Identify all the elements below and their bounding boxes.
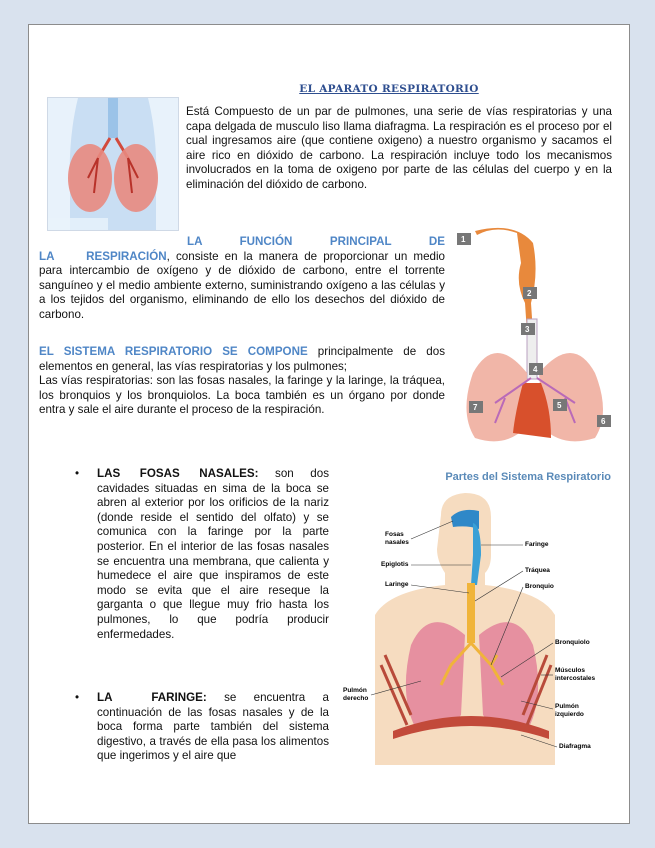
bullet-text: se encuentra a continuación de las fosas nasales y de la boca forma parte también del sistema digestivo, a través de ella pasa los alimentos que ingerimos y el aire que [97,691,329,763]
diagram1-num-6: 6 [601,417,606,426]
diagram1-num-4: 4 [533,365,538,374]
diagram1-num-1: 1 [461,235,466,244]
lungs-xray-image [47,97,179,231]
diagram2-title: Partes del Sistema Respiratorio [445,471,611,483]
bullet-term: LA FARINGE: [97,691,207,704]
label-bronquiolo: Bronquiolo [555,639,590,646]
compone-text2: Las vías respiratorias: son las fosas nasales, la faringe y la laringe, la tráquea, los bronquios y los bronquiolos. La boca también es un órgano por donde entra y sale el aire durante el proceso de la respiración. [39,374,445,417]
bullet-text: son dos cavidades situadas en sima de la boca se abren al exterior por los orificios de la nariz (donde reside el sentido del olfato) y se comunica con la faringe por la parte posterior. En el interior de las fosas nasales se encuentra una membrana, que calienta y humedece el aire que inspiramos de este modo se evita que el aire reseque la garganta o que llegue muy frio hasta los pulmones, lo que podría producir enfermedades. [97,467,329,641]
label-pulmon-izquierdo: Pulmón izquierdo [555,703,584,718]
respiratory-parts-diagram [341,465,613,769]
label-bronquio: Bronquio [525,583,554,590]
label-musculos-intercostales: Músculos intercostales [555,667,596,682]
label-faringe: Faringe [525,541,549,548]
compone-paragraph [39,345,445,418]
function-text: , consiste en la manera de proporcionar un medio para intercambio de oxígeno y de dióxido de carbono, entre el torrente sanguíneo y el medio ambiente externo, suministrando oxígeno a las células y a los tejidos del organismo, eliminando de ello los desechos del dióxido de carbono. [39,249,445,321]
function-heading: LA FUNCIÓN PRINCIPAL DE LA RESPIRACIÓN [39,235,445,263]
intro-paragraph: Está Compuesto de un par de pulmones, una serie de vías respiratorias y una capa delgada de musculo liso llama diafragma. La respiración es el proceso por el cual ingresamos aire (que contiene oxigeno) a nuestro organismo y sacamos el aire rico en dióxido de carbono. La respiración incluye todo los mecanismos involucrados en la toma de oxigeno por parte de las células del cuerpo y en la eliminación del dióxido de carbono. [186,105,612,191]
label-fosas-nasales: Fosas nasales [385,531,409,546]
diagram1-num-3: 3 [525,325,530,334]
bullet-faringe [75,691,329,764]
diagram1-num-2: 2 [527,289,532,298]
respiratory-diagram-numbered [455,223,615,451]
label-traquea: Tráquea [525,567,550,574]
document-page [28,24,630,824]
label-laringe: Laringe [385,581,409,588]
compone-text: principalmente de dos elementos en general, las vías respiratorias y los pulmones; [39,345,445,373]
bullet-term: LAS FOSAS NASALES: [97,467,259,480]
bullet-fosas-nasales [75,467,329,642]
document-title: EL APARATO RESPIRATORIO [299,83,479,95]
function-paragraph [39,235,445,323]
bullet-dot: • [75,467,80,480]
bullet-dot: • [75,691,80,704]
label-epiglotis: Epiglotis [381,561,409,568]
label-pulmon-derecho: Pulmón derecho [343,687,369,702]
compone-heading: EL SISTEMA RESPIRATORIO SE COMPONE [39,345,308,358]
label-diafragma: Diafragma [559,743,591,750]
diagram1-num-7: 7 [473,403,478,412]
diagram1-num-5: 5 [557,401,562,410]
